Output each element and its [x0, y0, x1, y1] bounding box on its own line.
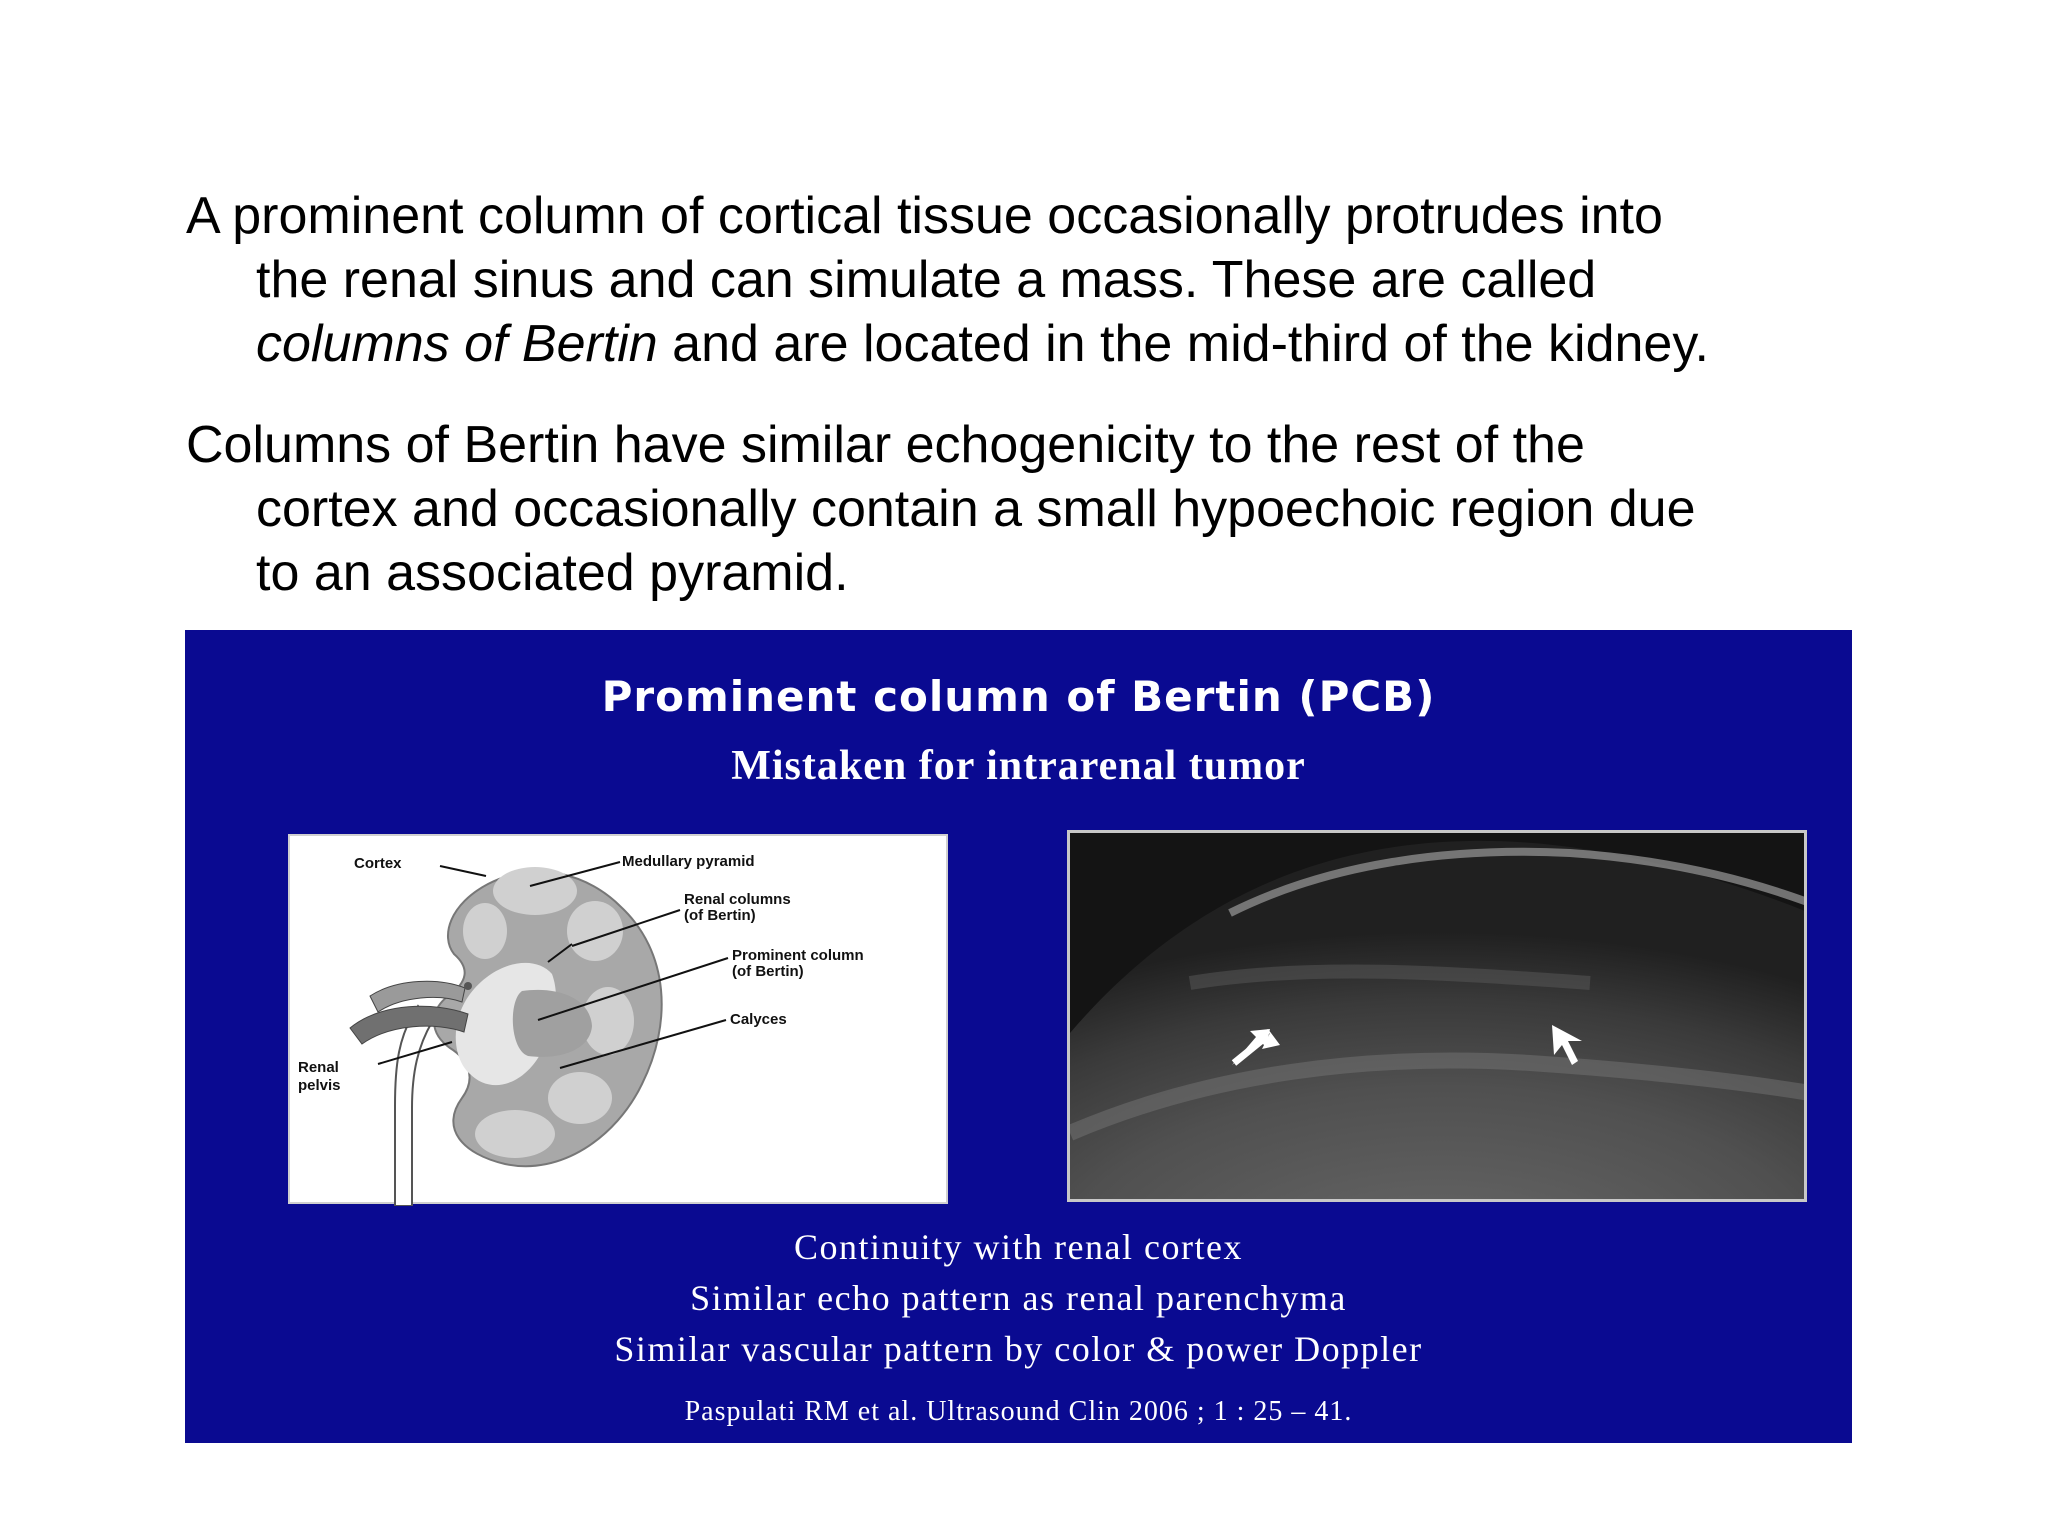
- pyramid-shape: [493, 867, 577, 915]
- paragraph2-line3: to an associated pyramid.: [256, 544, 849, 602]
- leader-line: [440, 866, 486, 876]
- paragraph2-line1: Columns of Bertin have similar echogenicity to the rest of the: [186, 416, 1585, 474]
- paragraph1-line3: [186, 312, 1886, 376]
- label-calyces: Calyces: [730, 1011, 787, 1028]
- label-prominent-column-sub: (of Bertin): [732, 963, 804, 980]
- ultrasound-scan: [1070, 833, 1807, 1202]
- paragraph-columns-of-bertin-definition: [186, 184, 1886, 376]
- ultrasound-image: [1067, 830, 1807, 1202]
- kidney-illustration: [290, 836, 950, 1206]
- paragraph-echogenicity: [186, 413, 1886, 605]
- label-renal-columns: Renal columns: [684, 891, 791, 908]
- paragraph1-line1: A prominent column of cortical tissue occasionally protrudes into: [186, 187, 1663, 245]
- caption-vascular-pattern: Similar vascular pattern by color & power Doppler: [614, 1329, 1423, 1369]
- pyramid-shape: [475, 1110, 555, 1158]
- caption-echo-pattern: Similar echo pattern as renal parenchyma: [690, 1278, 1347, 1318]
- label-medullary-pyramid: Medullary pyramid: [622, 853, 755, 870]
- figure-title: Prominent column of Bertin (PCB): [601, 672, 1436, 721]
- ureter-shape: [395, 1006, 432, 1206]
- pcb-figure: [185, 630, 1852, 1443]
- vessel-dot: [464, 982, 472, 990]
- paragraph2-line2: cortex and occasionally contain a small hypoechoic region due: [256, 480, 1696, 538]
- paragraph1-line3-rest: and are located in the mid-third of the kidney.: [657, 315, 1709, 373]
- figure-reference: Paspulati RM et al. Ultrasound Clin 2006 ; 1 : 25 – 41.: [684, 1396, 1353, 1427]
- label-renal: Renal: [298, 1059, 339, 1076]
- label-cortex: Cortex: [354, 855, 402, 872]
- label-prominent-column: Prominent column: [732, 947, 864, 964]
- kidney-diagram: [288, 834, 948, 1204]
- pyramid-shape: [463, 903, 507, 959]
- caption-continuity: Continuity with renal cortex: [794, 1227, 1243, 1267]
- figure-subtitle: Mistaken for intrarenal tumor: [731, 743, 1306, 789]
- paragraph1-line2: the renal sinus and can simulate a mass. These are called: [256, 251, 1597, 309]
- pyramid-shape: [548, 1072, 612, 1124]
- label-pelvis: pelvis: [298, 1077, 341, 1094]
- label-renal-columns-sub: (of Bertin): [684, 907, 756, 924]
- italic-term: columns of Bertin: [256, 315, 658, 373]
